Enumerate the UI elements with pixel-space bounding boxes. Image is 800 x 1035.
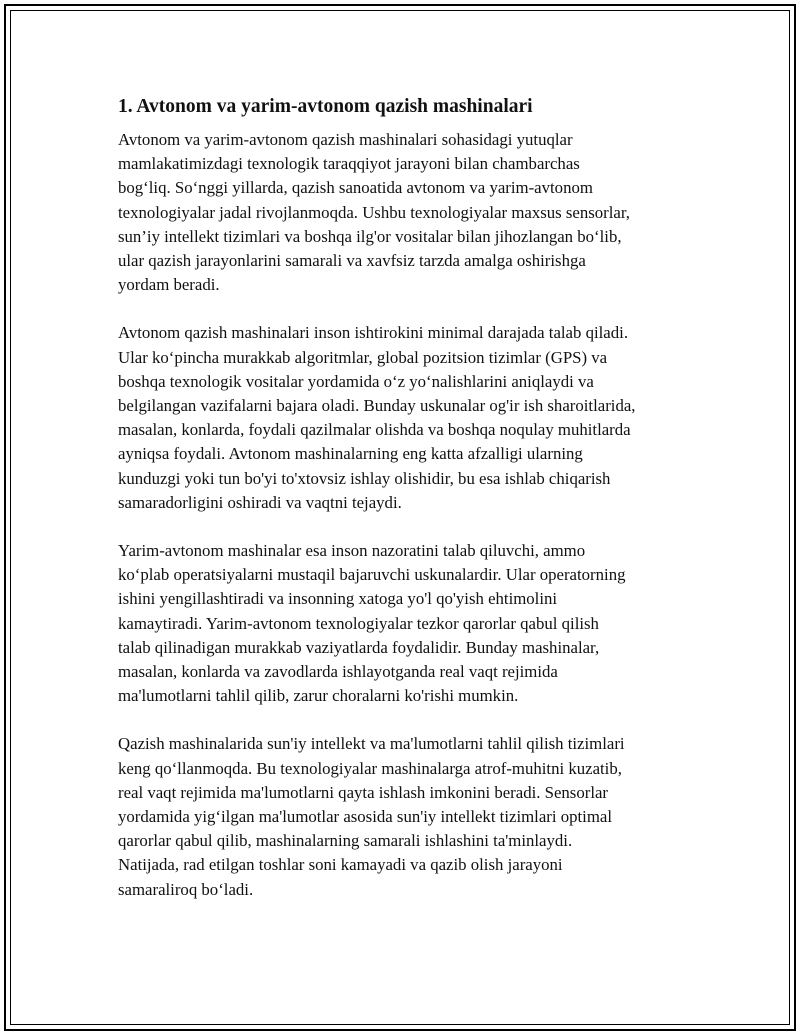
paragraph-3: [118, 539, 698, 708]
paragraph-2: [118, 321, 698, 515]
paragraph-line: real vaqt rejimida ma'lumotlarni qayta ishlash imkonini beradi. Sensorlar: [118, 782, 609, 802]
paragraph-line: masalan, konlarda va zavodlarda ishlayotganda real vaqt rejimida: [118, 662, 558, 682]
paragraph-line: yordam beradi.: [118, 275, 220, 295]
paragraph-line: kamaytiradi. Yarim-avtonom texnologiyalar tezkor qarorlar qabul qilish: [118, 613, 599, 633]
document-body: [118, 94, 698, 926]
paragraph-line: samaradorligini oshiradi va vaqtni tejaydi.: [118, 492, 402, 512]
paragraph-line: yordamida yig‘ilgan ma'lumotlar asosida sun'iy intellekt tizimlari optimal: [118, 807, 612, 827]
section-heading: 1. Avtonom va yarim-avtonom qazish mashinalari: [118, 96, 533, 117]
paragraph-1: [118, 128, 698, 297]
paragraph-line: belgilangan vazifalarni bajara oladi. Bunday uskunalar og'ir ish sharoitlarida,: [118, 396, 636, 416]
paragraph-line: Natijada, rad etilgan toshlar soni kamayadi va qazib olish jarayoni: [118, 855, 563, 875]
paragraph-line: texnologiyalar jadal rivojlanmoqda. Ushbu texnologiyalar maxsus sensorlar,: [118, 202, 630, 222]
paragraph-line: Yarim-avtonom mashinalar esa inson nazoratini talab qiluvchi, ammo: [118, 541, 586, 561]
paragraph-line: bog‘liq. So‘nggi yillarda, qazish sanoatida avtonom va yarim-avtonom: [118, 178, 593, 198]
paragraph-line: ishini yengillashtiradi va insonning xatoga yo'l qo'yish ehtimolini: [118, 589, 558, 609]
paragraph-line: ular qazish jarayonlarini samarali va xavfsiz tarzda amalga oshirishga: [118, 251, 586, 271]
paragraph-line: masalan, konlarda, foydali qazilmalar olishda va boshqa noqulay muhitlarda: [118, 420, 631, 440]
paragraph-line: ma'lumotlarni tahlil qilib, zarur choralarni ko'rishi mumkin.: [118, 686, 519, 706]
paragraph-line: Qazish mashinalarida sun'iy intellekt va ma'lumotlarni tahlil qilish tizimlari: [118, 734, 625, 754]
paragraph-line: talab qilinadigan murakkab vaziyatlarda foydalidir. Bunday mashinalar,: [118, 637, 600, 657]
paragraph-line: kunduzgi yoki tun bo'yi to'xtovsiz ishlay olishidir, bu esa ishlab chiqarish: [118, 468, 611, 488]
paragraph-line: samaraliroq bo‘ladi.: [118, 879, 254, 899]
paragraph-line: boshqa texnologik vositalar yordamida o‘z yo‘nalishlarini aniqlaydi va: [118, 371, 594, 391]
paragraph-line: Avtonom qazish mashinalari inson ishtirokini minimal darajada talab qiladi.: [118, 323, 629, 343]
paragraph-line: sun’iy intellekt tizimlari va boshqa ilg'or vositalar bilan jihozlangan bo‘lib,: [118, 226, 622, 246]
paragraph-line: Avtonom va yarim-avtonom qazish mashinalari sohasidagi yutuqlar: [118, 130, 573, 149]
paragraph-line: keng qo‘llanmoqda. Bu texnologiyalar mashinalarga atrof-muhitni kuzatib,: [118, 758, 622, 778]
paragraph-line: ayniqsa foydali. Avtonom mashinalarning eng katta afzalligi ularning: [118, 444, 583, 464]
paragraph-line: ko‘plab operatsiyalarni mustaqil bajaruvchi uskunalardir. Ular operatorning: [118, 565, 626, 585]
paragraph-line: qarorlar qabul qilib, mashinalarning samarali ishlashini ta'minlaydi.: [118, 831, 573, 851]
paragraph-line: Ular ko‘pincha murakkab algoritmlar, global pozitsion tizimlar (GPS) va: [118, 347, 608, 367]
paragraph-line: mamlakatimizdagi texnologik taraqqiyot jarayoni bilan chambarchas: [118, 154, 580, 174]
paragraph-4: [118, 732, 698, 901]
